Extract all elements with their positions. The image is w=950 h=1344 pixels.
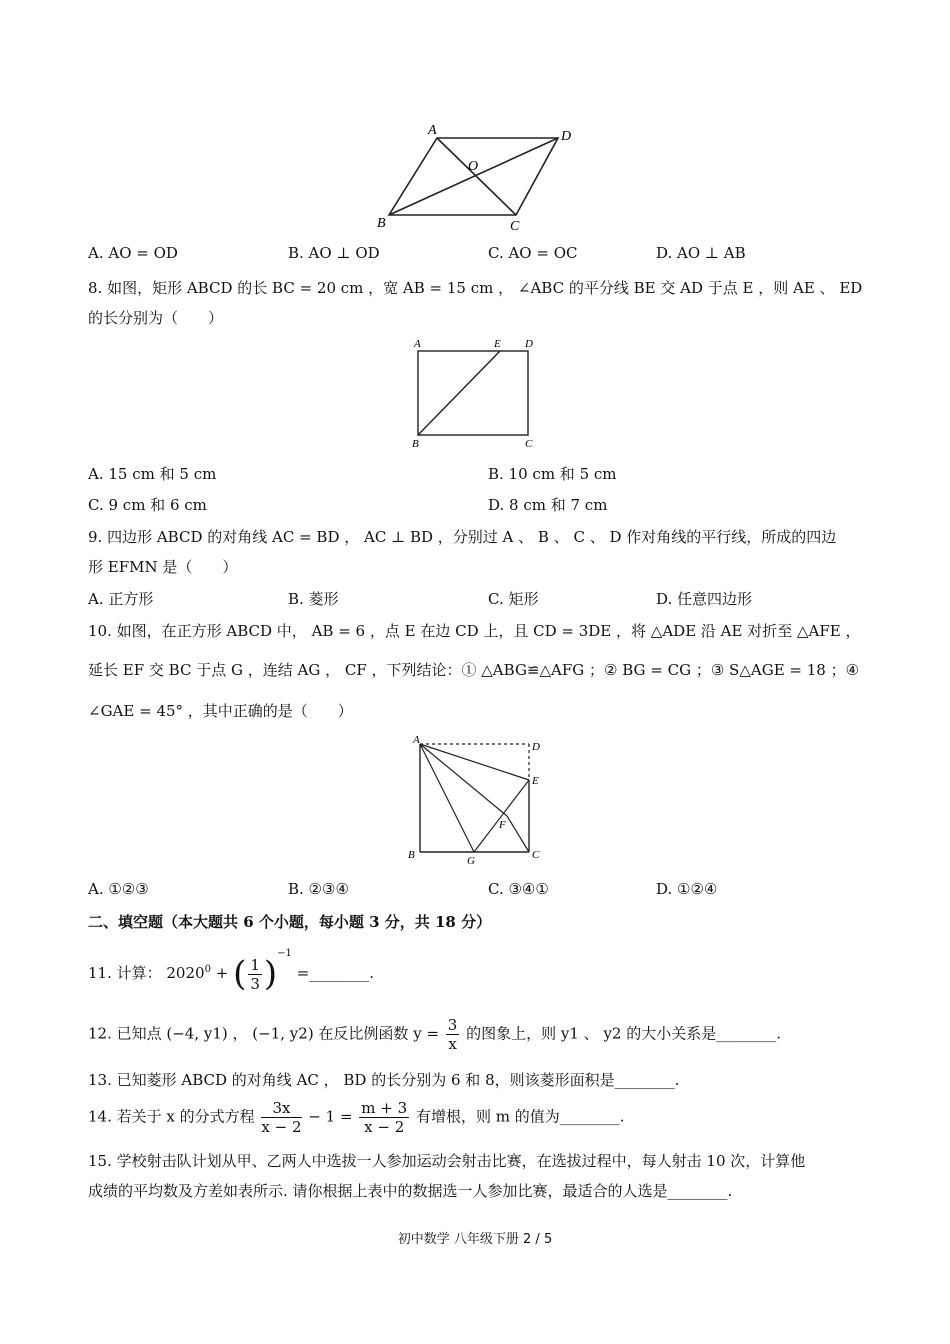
fig10-label-d: D (532, 741, 540, 753)
q7-option-b[interactable]: B. AO ⊥ OD (288, 244, 380, 262)
figure-q8-rectangle (405, 335, 550, 453)
q12-line (88, 1016, 781, 1053)
q15-stem-line2: 成绩的平均数及方差如表所示. 请你根据上表中的数据选一人参加比赛，最适合的人选是________. (88, 1182, 733, 1200)
fig8-label-b: B (412, 438, 419, 450)
q10-option-a[interactable]: A. ①②③ (88, 880, 149, 898)
q8-stem-line2: 的长分别为（ ） (88, 309, 224, 327)
q9-stem-line2: 形 EFMN 是（ ） (88, 558, 238, 576)
q9-option-d[interactable]: D. 任意四边形 (656, 590, 753, 608)
q13-line: 13. 已知菱形 ABCD 的对角线 AC ， BD 的长分别为 6 和 8，则该菱形面积是________. (88, 1071, 680, 1089)
q10-option-c[interactable]: C. ③④① (488, 880, 549, 898)
q14-denominator-left: x − 2 (261, 1118, 302, 1136)
q14-suffix: 有增根，则 m 的值为________. (415, 1107, 625, 1126)
fig10-label-a: A (413, 734, 420, 746)
q7-option-c[interactable]: C. AO = OC (488, 244, 578, 262)
fig7-label-a: A (428, 123, 437, 138)
q10-stem-line3: ∠GAE = 45° ，其中正确的是（ ） (88, 702, 353, 720)
q14-denominator-right: x − 2 (364, 1118, 405, 1136)
fig7-label-c: C (510, 219, 520, 234)
fig10-label-b: B (408, 849, 415, 861)
q12-denominator: x (448, 1035, 457, 1053)
q12-suffix: 的图象上，则 y1 、 y2 的大小关系是________. (466, 1024, 782, 1043)
q10-stem-line2: 延长 EF 交 BC 于点 G ，连结 AG ， CF ，下列结论：① △ABG≌△AFG ；② BG = CG ；③ S△AGE = 18 ；④ (88, 661, 860, 679)
q14-mid: − 1 = (308, 1107, 353, 1126)
q10-stem-line1: 10. 如图，在正方形 ABCD 中， AB = 6 ，点 E 在边 CD 上，且 CD = 3DE ，将 △ADE 沿 AE 对折至 △AFE ， (88, 622, 861, 640)
q15-stem-line1: 15. 学校射击队计划从甲、乙两人中选拔一人参加运动会射击比赛，在选拔过程中，每人射击 10 次，计算他 (88, 1152, 806, 1170)
q11-exponent: −1 (277, 948, 292, 959)
q11-suffix: =________. (296, 964, 375, 982)
q11-numerator: 1 (250, 955, 260, 974)
fig8-label-a: A (414, 338, 421, 350)
q12-prefix: 12. 已知点 (−4, y1) ， (−1, y2) 在反比例函数 y = (88, 1024, 440, 1043)
q10-option-b[interactable]: B. ②③④ (288, 880, 349, 898)
q14-fraction-left (261, 1099, 301, 1136)
page-footer: 初中数学 八年级下册 2 / 5 (397, 1232, 553, 1247)
q10-option-d[interactable]: D. ①②④ (656, 880, 718, 898)
q14-numerator-right: m + 3 (361, 1099, 408, 1117)
q12-fraction (446, 1016, 460, 1053)
q11-denominator: 3 (250, 974, 260, 993)
fig8-label-c: C (525, 438, 533, 450)
q7-option-d[interactable]: D. AO ⊥ AB (656, 244, 746, 262)
q8-option-a[interactable]: A. 15 cm 和 5 cm (88, 465, 217, 483)
fig7-label-d: D (561, 129, 572, 144)
fig10-label-c: C (532, 849, 540, 861)
q8-option-d[interactable]: D. 8 cm 和 7 cm (488, 496, 608, 514)
fig10-label-e: E (532, 775, 539, 787)
q9-option-b[interactable]: B. 菱形 (288, 590, 339, 608)
fig10-label-f: F (499, 819, 506, 831)
q12-numerator: 3 (447, 1016, 458, 1034)
q8-option-c[interactable]: C. 9 cm 和 6 cm (88, 496, 207, 514)
fig10-label-g: G (467, 855, 475, 867)
fig8-label-e: E (494, 338, 501, 350)
q14-numerator-left: 3x (261, 1099, 301, 1118)
q11-prefix: 11. 计算： 2020 (88, 964, 205, 982)
q11-left-paren: ( (233, 954, 247, 994)
fig7-label-b: B (377, 216, 386, 231)
q14-line (88, 1099, 624, 1136)
q14-prefix: 14. 若关于 x 的分式方程 (88, 1107, 255, 1126)
q11-line (88, 948, 374, 993)
q9-option-c[interactable]: C. 矩形 (488, 590, 539, 608)
figure-q7-parallelogram (370, 118, 590, 236)
q11-exponent-zero: 0 (204, 964, 211, 975)
q14-fraction-right (359, 1099, 409, 1136)
fig7-label-o: O (468, 159, 479, 174)
q8-stem-line1: 8. 如图，矩形 ABCD 的长 BC = 20 cm ，宽 AB = 15 cm ， ∠ABC 的平分线 BE 交 AD 于点 E ，则 AE 、 ED (88, 279, 863, 297)
q11-fraction (248, 956, 262, 993)
fig8-label-d: D (525, 338, 533, 350)
q7-option-a[interactable]: A. AO = OD (88, 244, 178, 262)
q11-right-paren: ) (263, 954, 278, 994)
figure-q10-square (403, 730, 553, 870)
q8-option-b[interactable]: B. 10 cm 和 5 cm (488, 465, 617, 483)
section-2-heading: 二、填空题（本大题共 6 个小题，每小题 3 分，共 18 分） (88, 913, 492, 931)
q9-option-a[interactable]: A. 正方形 (88, 590, 154, 608)
q9-stem-line1: 9. 四边形 ABCD 的对角线 AC = BD ， AC ⊥ BD ，分别过 A 、 B 、 C 、 D 作对角线的平行线，所成的四边 (88, 528, 837, 546)
q11-plus: + (215, 964, 229, 982)
